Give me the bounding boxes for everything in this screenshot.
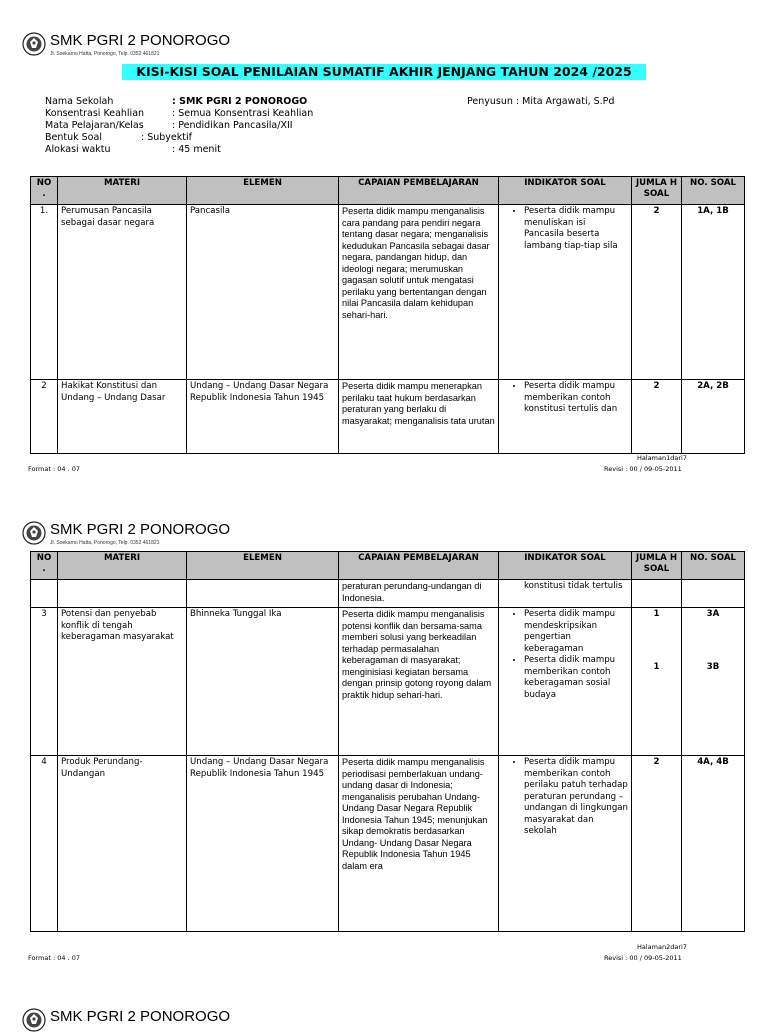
info-value: : Semua Konsentrasi Keahlian — [172, 108, 314, 119]
jumlah-value: 1 — [653, 661, 660, 672]
col-header-no: NO . — [31, 177, 58, 205]
row-materi: Produk Perundang-Undangan — [58, 756, 187, 932]
col-header-jumlah: JUMLA H SOAL — [632, 177, 682, 205]
indikator-item: • Peserta didik mampu mendeskripsikan pengertian keberagaman — [524, 609, 628, 655]
info-value: : SMK PGRI 2 PONOROGO — [172, 96, 308, 107]
col-header-materi: MATERI — [58, 552, 187, 580]
row-jumlah — [632, 608, 682, 756]
row-no: 4 — [31, 756, 58, 932]
row-indikator — [499, 608, 632, 756]
info-label: Bentuk Soal — [45, 132, 102, 143]
row-indikator — [499, 580, 632, 608]
col-header-nosoal: NO. SOAL — [682, 552, 745, 580]
row-elemen: Undang – Undang Dasar Negara Republik Indonesia Tahun 1945 — [187, 380, 339, 454]
table-row — [31, 756, 745, 932]
col-header-materi: MATERI — [58, 177, 187, 205]
school-address: Jl. Soekarno Hatta, Ponorogo, Telp. 0352 461821 — [50, 51, 160, 57]
col-header-nosoal: NO. SOAL — [682, 177, 745, 205]
row-materi: Hakikat Konstitusi dan Undang – Undang Dasar — [58, 380, 187, 454]
row-materi — [58, 580, 187, 608]
row-capaian: peraturan perundang-undangan di Indonesia. — [339, 580, 499, 608]
format-code: Format : 04 . 07 — [28, 954, 80, 962]
indikator-item: • Peserta didik mampu memberikan contoh perilaku patuh terhadap peraturan perundang – undangan di lingkungan masyarakat dan sekolah — [524, 757, 628, 838]
row-jumlah — [632, 580, 682, 608]
school-name: SMK PGRI 2 PONOROGO — [50, 32, 231, 49]
col-header-indikator: INDIKATOR SOAL — [499, 177, 632, 205]
indikator-item: konstitusi tidak tertulis — [524, 581, 623, 591]
col-header-elemen: ELEMEN — [187, 177, 339, 205]
info-value: : 45 menit — [172, 144, 221, 155]
info-label: Nama Sekolah — [45, 96, 114, 107]
row-no: 2 — [31, 380, 58, 454]
row-no: 1. — [31, 205, 58, 380]
row-jumlah: 2 — [632, 380, 682, 454]
school-name: SMK PGRI 2 PONOROGO — [50, 521, 231, 538]
row-capaian: Peserta didik mampu menganalisis cara pandang para pendiri negara tentang dasar negara; menganalisis kedudukan Pancasila sebagai dasar negara, pandangan hidup, dan ideologi negara; merumuskan gagasan solutif untuk mengatasi perilaku yang bertentangan dengan nilai Pancasila dalam kehidupan sehari-hari. — [339, 205, 499, 380]
nosoal-value: 3B — [706, 661, 720, 672]
row-jumlah: 2 — [632, 756, 682, 932]
row-nosoal: 1A, 1B — [682, 205, 745, 380]
row-elemen — [187, 580, 339, 608]
nosoal-value: 3A — [706, 609, 720, 619]
col-header-elemen: ELEMEN — [187, 552, 339, 580]
row-nosoal: 4A, 4B — [682, 756, 745, 932]
col-header-indikator: INDIKATOR SOAL — [499, 552, 632, 580]
col-header-no: NO . — [31, 552, 58, 580]
col-header-jumlah: JUMLA H SOAL — [632, 552, 682, 580]
indikator-item: • Peserta didik mampu memberikan contoh konstitusi tertulis dan — [524, 381, 628, 416]
kisi-kisi-table-page-2 — [30, 551, 745, 932]
jumlah-value: 1 — [653, 609, 660, 619]
school-name: SMK PGRI 2 PONOROGO — [50, 1008, 231, 1025]
col-header-capaian: CAPAIAN PEMBELAJARAN — [339, 552, 499, 580]
row-jumlah: 2 — [632, 205, 682, 380]
row-capaian: Peserta didik mampu menganalisis potensi konflik dan bersama-sama memberi solusi yang berkeadilan terhadap permasalahan keberagaman di masyarakat; menginisiasi kegiatan bersama dengan prinsip gotong royong dalam praktik hidup sehari-hari. — [339, 608, 499, 756]
page-number: Halaman1dari7 — [637, 454, 687, 462]
school-logo-icon — [22, 521, 46, 545]
table-row-continued — [31, 580, 745, 608]
table-row — [31, 608, 745, 756]
revisi-code: Revisi : 00 / 09-05-2011 — [604, 954, 682, 962]
row-capaian: Peserta didik mampu menerapkan perilaku taat hukum berdasarkan peraturan yang berlaku di masyarakat; menganalisis tata urutan — [339, 380, 499, 454]
row-materi: Potensi dan penyebab konflik di tengah keberagaman masyarakat — [58, 608, 187, 756]
row-elemen: Pancasila — [187, 205, 339, 380]
info-label: Alokasi waktu — [45, 144, 111, 155]
format-code: Format : 04 . 07 — [28, 465, 80, 473]
info-value: : Pendidikan Pancasila/XII — [172, 120, 293, 131]
row-nosoal — [682, 608, 745, 756]
indikator-item: • Peserta didik mampu memberikan contoh keberagaman sosial budaya — [524, 655, 628, 701]
row-elemen: Bhinneka Tunggal Ika — [187, 608, 339, 756]
row-nosoal: 2A, 2B — [682, 380, 745, 454]
school-address: Jl. Soekarno Hatta, Ponorogo, Telp. 0352 461821 — [50, 540, 160, 546]
penyusun: Penyusun : Mita Argawati, S.Pd — [467, 96, 615, 107]
school-logo-icon — [22, 1008, 46, 1032]
revisi-code: Revisi : 00 / 09-05-2011 — [604, 465, 682, 473]
row-elemen: Undang – Undang Dasar Negara Republik Indonesia Tahun 1945 — [187, 756, 339, 932]
row-capaian: Peserta didik mampu menganalisis periodisasi pemberlakuan undang-undang dasar di Indonesia; menganalisis perubahan Undang- Undang Dasar Negara Republik Indonesia Tahun 1945; menunjukan sikap demokratis berdasarkan Undang- Undang Dasar Negara Republik Indonesia Tahun 1945 dalam era — [339, 756, 499, 932]
document-title: KISI-KISI SOAL PENILAIAN SUMATIF AKHIR JENJANG TAHUN 2024 /2025 — [122, 64, 646, 80]
row-nosoal — [682, 580, 745, 608]
info-label: Konsentrasi Keahlian — [45, 108, 145, 119]
row-indikator — [499, 756, 632, 932]
indikator-item: • Peserta didik mampu menuliskan isi Pancasila beserta lambang tiap-tiap sila — [524, 206, 628, 252]
row-no: 3 — [31, 608, 58, 756]
info-value: : Subyektif — [141, 132, 192, 143]
page-number: Halaman2dari7 — [637, 943, 687, 951]
row-no — [31, 580, 58, 608]
col-header-capaian: CAPAIAN PEMBELAJARAN — [339, 177, 499, 205]
info-label: Mata Pelajaran/Kelas — [45, 120, 144, 131]
row-materi: Perumusan Pancasila sebagai dasar negara — [58, 205, 187, 380]
